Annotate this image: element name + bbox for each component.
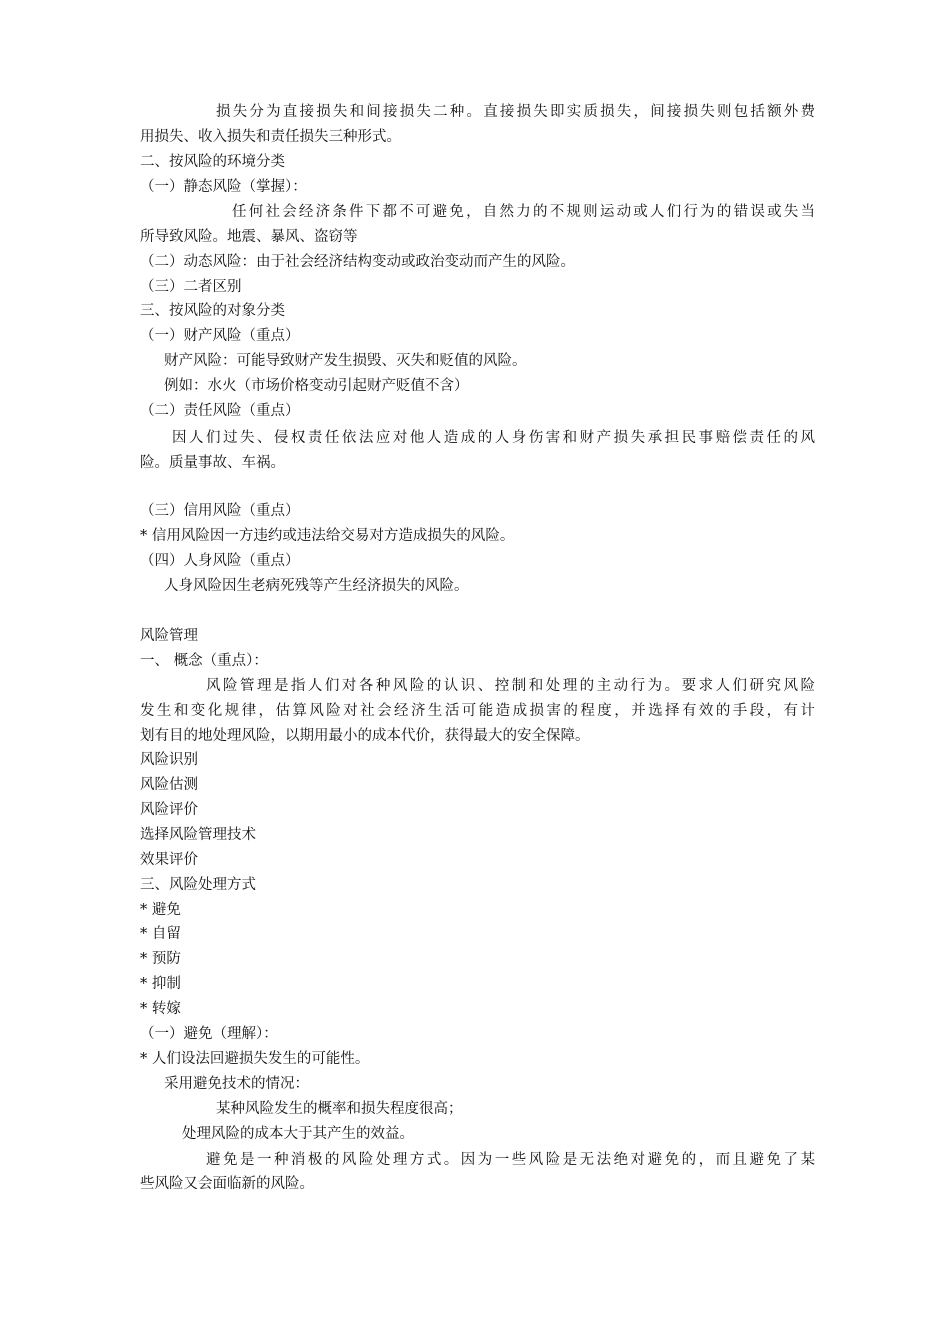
text-line: （三）信用风险（重点）: [140, 503, 300, 519]
text-line: 风险评价: [140, 802, 198, 818]
text-line: 采用避免技术的情况：: [164, 1076, 309, 1092]
text-line: * 避免: [140, 902, 181, 918]
text-line: 效果评价: [140, 852, 198, 868]
text-line: 发生和变化规律，估算风险对社会经济生活可能造成损害的程度，并选择有效的手段，有计: [140, 703, 815, 719]
text-line: 划有目的地处理风险，以期用最小的成本代价，获得最大的安全保障。: [140, 728, 590, 744]
text-line: * 抑制: [140, 976, 181, 992]
text-line: * 预防: [140, 951, 181, 967]
text-line: 三、按风险的对象分类: [140, 303, 285, 319]
text-line: 人身风险因生老病死残等产生经济损失的风险。: [164, 578, 469, 594]
text-line: （一）避免（理解）：: [140, 1026, 278, 1042]
text-line: 某种风险发生的概率和损失程度很高；: [216, 1101, 463, 1117]
text-line: 险。质量事故、车祸。: [140, 455, 285, 471]
text-line: 财产风险：可能导致财产发生损毁、灭失和贬值的风险。: [164, 353, 527, 369]
text-line: 避免是一种消极的风险处理方式。因为一些风险是无法绝对避免的，而且避免了某: [206, 1152, 815, 1168]
text-line: 所导致风险。地震、暴风、盗窃等: [140, 229, 358, 245]
text-line: （一）静态风险（掌握）：: [140, 179, 307, 195]
text-line: 选择风险管理技术: [140, 827, 256, 843]
text-line: 三、风险处理方式: [140, 877, 256, 893]
text-line: * 自留: [140, 926, 181, 942]
text-line: 风险管理是指人们对各种风险的认识、控制和处理的主动行为。要求人们研究风险: [206, 678, 815, 694]
text-line: * 转嫁: [140, 1001, 181, 1017]
text-line: 些风险又会面临新的风险。: [140, 1176, 314, 1192]
text-line: 因人们过失、侵权责任依法应对他人造成的人身伤害和财产损失承担民事赔偿责任的风: [172, 430, 815, 446]
text-line: 任何社会经济条件下都不可避免，自然力的不规则运动或人们行为的错误或失当: [232, 204, 815, 220]
text-line: 风险估测: [140, 777, 198, 793]
text-line: （二）责任风险（重点）: [140, 403, 300, 419]
text-line: 处理风险的成本大于其产生的效益。: [182, 1126, 414, 1142]
text-line: * 信用风险因一方违约或违法给交易对方造成损失的风险。: [140, 528, 515, 544]
text-line: 一、 概念（重点）：: [140, 653, 268, 669]
text-line: 风险识别: [140, 752, 198, 768]
text-line: （四）人身风险（重点）: [140, 553, 300, 569]
text-line: 风险管理: [140, 628, 198, 644]
text-line: 二、按风险的环境分类: [140, 154, 285, 170]
text-line: * 人们设法回避损失发生的可能性。: [140, 1051, 370, 1067]
text-line: （三）二者区别: [140, 279, 242, 295]
text-line: 例如：水火（市场价格变动引起财产贬值不含）: [164, 378, 469, 394]
text-line: （一）财产风险（重点）: [140, 328, 300, 344]
text-line: 用损失、收入损失和责任损失三种形式。: [140, 129, 401, 145]
text-line: （二）动态风险：由于社会经济结构变动或政治变动而产生的风险。: [140, 254, 575, 270]
text-line: 损失分为直接损失和间接损失二种。直接损失即实质损失，间接损失则包括额外费: [216, 104, 815, 120]
